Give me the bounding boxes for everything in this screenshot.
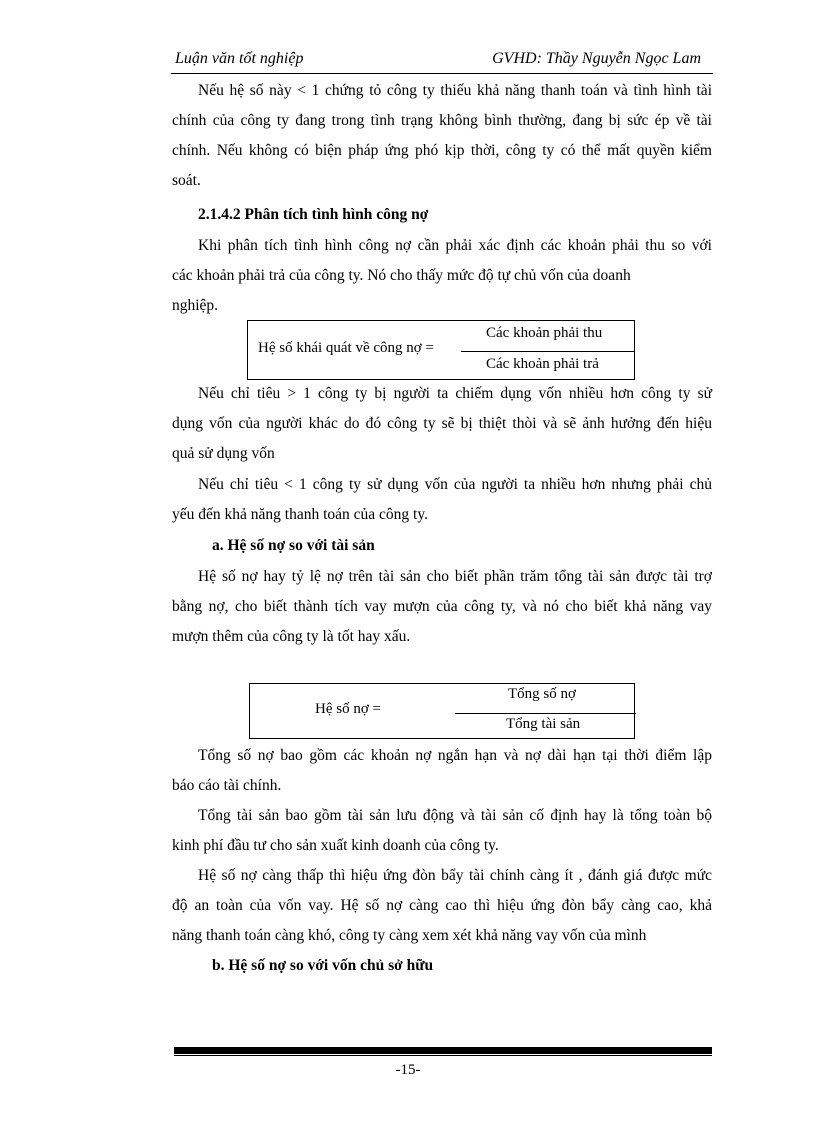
text-line: Khi phân tích tình hình công nợ cần phải xác định các khoản phải thu so với (198, 237, 712, 254)
paragraph-total-debt (172, 741, 712, 801)
text-line: Hệ số nợ càng thấp thì hiệu ứng đòn bẩy tài chính càng ít , đánh giá được mức (198, 867, 712, 884)
text-line: bằng nợ, cho biết thành tích vay mượn của công ty, và nó cho biết khả năng vay (172, 598, 712, 615)
formula-label: Hệ số nợ = (315, 701, 381, 717)
text-line: chính của công ty đang trong tình trạng không bình thường, đang bị sức ép về tài (172, 112, 712, 129)
text-line: báo cáo tài chính. (172, 777, 282, 794)
paragraph-debt-analysis (172, 231, 712, 321)
fraction-bar (461, 351, 635, 352)
footer-rule-thin (174, 1055, 712, 1056)
subheading-a: a. Hệ số nợ so với tài sản (212, 537, 375, 554)
text-line: năng thanh toán càng khó, công ty càng xem xét khả năng vay vốn của mình (172, 927, 647, 944)
text-line: Nếu chỉ tiêu > 1 công ty bị người ta chiếm dụng vốn nhiều hơn công ty sử (198, 385, 712, 402)
text-line: kinh phí đầu tư cho sản xuất kinh doanh của công ty. (172, 837, 499, 854)
text-line: Hệ số nợ hay tỷ lệ nợ trên tài sản cho biết phần trăm tổng tài sản được tài trợ (198, 568, 712, 585)
paragraph-ratio-below-one (172, 470, 712, 530)
text-line: chính. Nếu không có biện pháp ứng phó kịp thời, công ty có thể mất quyền kiểm (172, 142, 712, 159)
section-heading: 2.1.4.2 Phân tích tình hình công nợ (198, 206, 429, 223)
text-line: soát. (172, 172, 201, 189)
paragraph-liquidity-note (172, 76, 712, 196)
text-line: mượn thêm của công ty là tốt hay xấu. (172, 628, 411, 645)
text-line: độ an toàn của vốn vay. Hệ số nợ càng cao thì hiệu ứng đòn bẩy càng cao, khả (172, 897, 712, 914)
paragraph-leverage (172, 861, 712, 951)
text-line: Tổng số nợ bao gồm các khoản nợ ngắn hạn và nợ dài hạn tại thời điểm lập (198, 747, 712, 764)
text-line: nghiệp. (172, 297, 219, 314)
page-number: -15- (395, 1062, 421, 1078)
fraction-bar (455, 713, 636, 714)
header-rule (171, 73, 713, 74)
formula-box-debt-to-assets (249, 683, 635, 739)
formula-label: Hệ số khái quát về công nợ = (258, 340, 434, 356)
text-line: yếu đến khả năng thanh toán của công ty. (172, 506, 428, 523)
text-line: quả sử dụng vốn (172, 445, 275, 462)
page-header (171, 46, 713, 74)
paragraph-total-assets (172, 801, 712, 861)
header-advisor: GVHD: Thầy Nguyễn Ngọc Lam (492, 50, 701, 67)
text-line: Tổng tài sản bao gồm tài sản lưu động và tài sản cố định hay là tổng toàn bộ (198, 807, 712, 824)
formula-denominator: Tổng tài sản (506, 716, 581, 732)
text-line: dụng vốn của người khác do đó công ty sẽ bị thiệt thòi và sẽ ảnh hưởng đến hiệu (172, 415, 712, 432)
text-line: các khoản phải trả của công ty. Nó cho thấy mức độ tự chủ vốn của doanh (172, 267, 631, 284)
text-line: Nếu chỉ tiêu < 1 công ty sử dụng vốn của người ta nhiều hơn nhưng phải chủ (198, 476, 712, 493)
header-title: Luận văn tốt nghiệp (175, 50, 304, 67)
paragraph-debt-to-assets (172, 562, 712, 652)
formula-numerator: Tổng số nợ (508, 686, 576, 702)
formula-box-debt-ratio (247, 320, 635, 380)
text-line: Nếu hệ số này < 1 chứng tỏ công ty thiếu khả năng thanh toán và tình hình tài (198, 82, 712, 99)
subheading-b: b. Hệ số nợ so với vốn chủ sở hữu (212, 957, 434, 974)
footer-rule-thick (174, 1047, 712, 1054)
paragraph-ratio-above-one (172, 379, 712, 469)
formula-numerator: Các khoản phải thu (486, 325, 603, 341)
formula-denominator: Các khoản phải trả (486, 356, 599, 372)
